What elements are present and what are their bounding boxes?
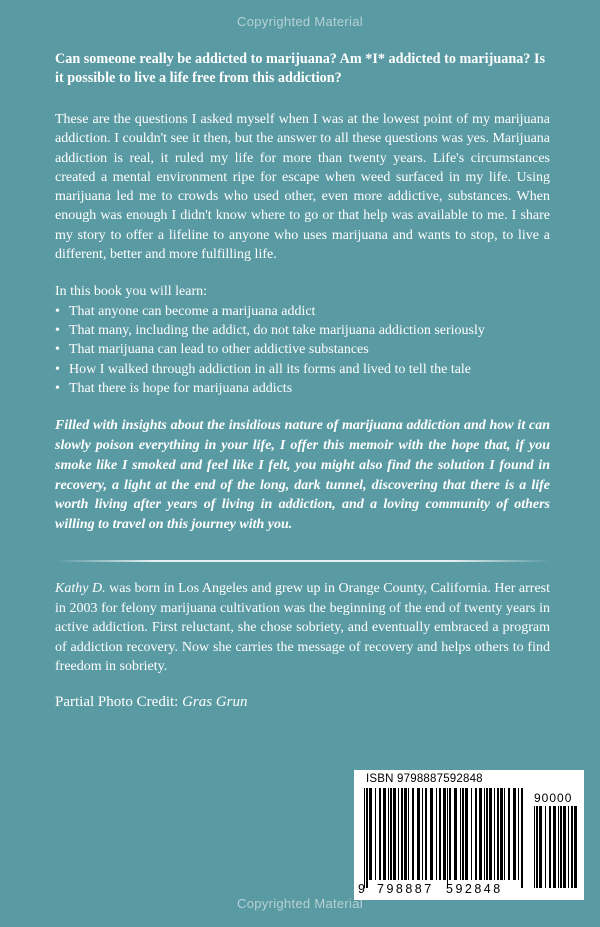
photo-credit-name: Gras Grun	[182, 694, 248, 710]
bullet-icon: •	[55, 303, 60, 319]
price-code: 90000	[534, 791, 573, 805]
learn-intro: In this book you will learn:	[55, 284, 208, 300]
learn-list	[55, 302, 550, 398]
photo-credit	[55, 694, 248, 711]
bullet-icon: •	[55, 380, 60, 396]
intro-paragraph: These are the questions I asked myself when I was at the lowest point of my marijuana addiction. I couldn't see it then, but the answer to all these questions was yes. Marijuana addiction is real, it ruled my life for more than twenty years. Life's circumstances created a mental environment ripe for escape when weed surfaced in my life. Using marijuana led me to crowds who used other, even more addictive, substances. When enough was enough I didn't know where to go or that help was available to me. I share my story to offer a lifeline to anyone who uses marijuana and wants to stop, to live a different, better and more fulfilling life.	[55, 112, 550, 263]
back-cover-content	[55, 50, 550, 535]
bullet-icon: •	[55, 342, 60, 358]
list-item: • That there is hope for marijuana addicts	[55, 379, 550, 398]
bullet-icon: •	[55, 322, 60, 338]
teaser-paragraph: Filled with insights about the insidious nature of marijuana addiction and how it can slowly poison everything in your life, I offer this memoir with the hope that, if you smoke like I smoked and feel like I felt, you might also find the solution I found in recovery, a light at the end of the long, dark tunnel, discovering that there is a life worth living after years of living in addiction, and a loving community of others willing to travel on this journey with you.	[55, 418, 550, 533]
list-item: • That many, including the addict, do not take marijuana addiction seriously	[55, 321, 550, 340]
list-item: • That marijuana can lead to other addictive substances	[55, 340, 550, 359]
author-bio	[55, 579, 550, 677]
isbn-barcode	[354, 770, 584, 900]
barcode-digits-left: 798887	[377, 882, 434, 896]
list-item: • That anyone can become a marijuana addict	[55, 302, 550, 321]
barcode-digit-first: 9	[358, 882, 365, 896]
watermark-bottom: Copyrighted Material	[237, 896, 363, 911]
barcode-bars	[364, 788, 528, 888]
author-name: Kathy D.	[55, 581, 106, 596]
bullet-icon: •	[55, 361, 60, 377]
list-item: • How I walked through addiction in all its forms and lived to tell the tale	[55, 360, 550, 379]
watermark-top: Copyrighted Material	[237, 14, 363, 29]
lead-questions: Can someone really be addicted to marijuana? Am *I* addicted to marijuana? Is it possible to live a life free from this addiction?	[55, 51, 545, 86]
barcode-digits-right: 592848	[446, 882, 503, 896]
photo-credit-label: Partial Photo Credit:	[55, 694, 183, 710]
section-divider	[55, 560, 550, 562]
barcode-addon-bars	[534, 806, 578, 888]
author-bio-text: was born in Los Angeles and grew up in Orange County, California. Her arrest in 2003 for felony marijuana cultivation was the beginning of the end of twenty years in active addiction. First reluctant, she chose sobriety, and eventually embraced a program of addiction recovery. Now she carries the message of recovery and helps others to find freedom in sobriety.	[55, 581, 550, 675]
isbn-label: ISBN 9798887592848	[366, 773, 483, 785]
